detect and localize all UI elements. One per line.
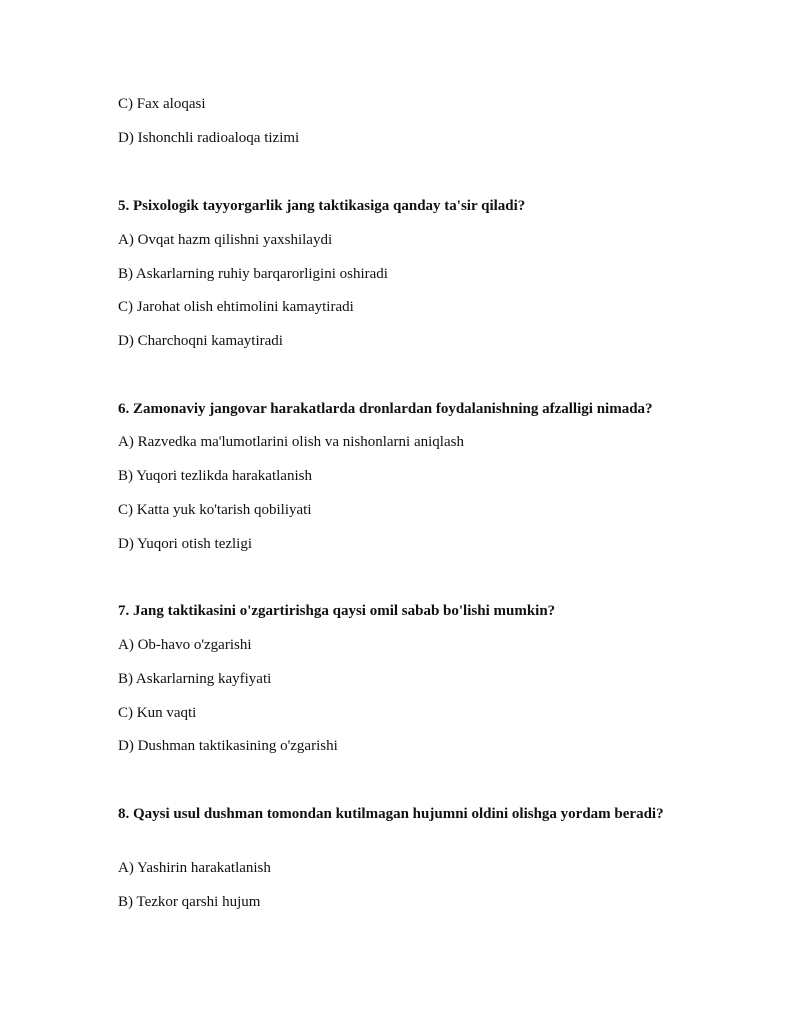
question-5-option-b: B) Askarlarning ruhiy barqarorligini oshiradi bbox=[118, 266, 388, 282]
question-6-title: 6. Zamonaviy jangovar harakatlarda dronlardan foydalanishning afzalligi nimada? bbox=[118, 401, 653, 417]
question-5-option-a: A) Ovqat hazm qilishni yaxshilaydi bbox=[118, 232, 333, 248]
question-7-title: 7. Jang taktikasini o'zgartirishga qaysi omil sabab bo'lishi mumkin? bbox=[118, 603, 556, 619]
question-7-option-c: C) Kun vaqti bbox=[118, 705, 197, 721]
question-8-title: 8. Qaysi usul dushman tomondan kutilmagan hujumni oldini olishga yordam beradi? bbox=[118, 806, 664, 822]
question-6-option-d: D) Yuqori otish tezligi bbox=[118, 536, 253, 552]
question-5-option-d: D) Charchoqni kamaytiradi bbox=[118, 333, 283, 349]
question-6-option-c: C) Katta yuk ko'tarish qobiliyati bbox=[118, 502, 312, 518]
question-5-title: 5. Psixologik tayyorgarlik jang taktikasiga qanday ta'sir qiladi? bbox=[118, 198, 526, 214]
question-6-option-a: A) Razvedka ma'lumotlarini olish va nishonlarni aniqlash bbox=[118, 434, 464, 450]
question-6-option-b: B) Yuqori tezlikda harakatlanish bbox=[118, 468, 312, 484]
question-5-option-c: C) Jarohat olish ehtimolini kamaytiradi bbox=[118, 299, 354, 315]
question-7-option-b: B) Askarlarning kayfiyati bbox=[118, 671, 272, 687]
option-prev-c: C) Fax aloqasi bbox=[118, 96, 206, 112]
option-prev-d: D) Ishonchli radioaloqa tizimi bbox=[118, 130, 300, 146]
question-8-option-b: B) Tezkor qarshi hujum bbox=[118, 894, 261, 910]
question-7-option-d: D) Dushman taktikasining o'zgarishi bbox=[118, 738, 338, 754]
question-7-option-a: A) Ob-havo o'zgarishi bbox=[118, 637, 252, 653]
question-8-option-a: A) Yashirin harakatlanish bbox=[118, 860, 271, 876]
